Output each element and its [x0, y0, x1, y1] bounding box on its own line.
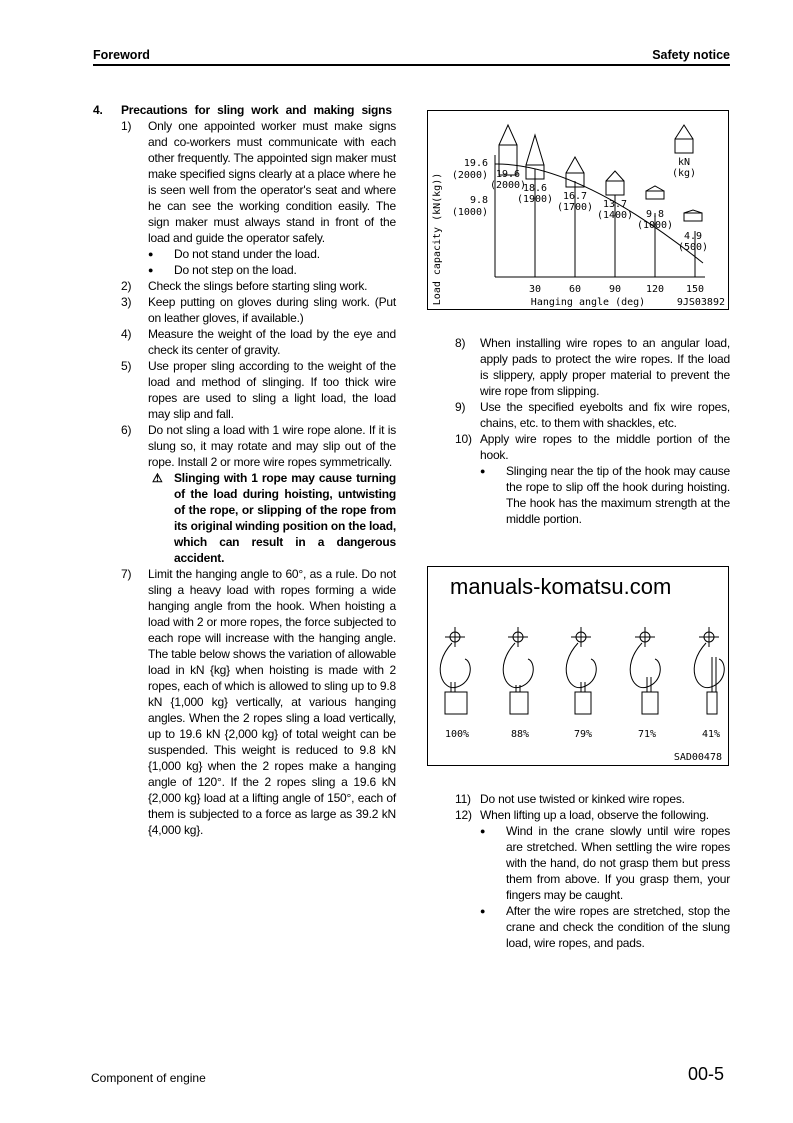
load-box-icon: [445, 692, 467, 714]
item-number: 6): [121, 423, 132, 437]
item-number: 4): [121, 327, 132, 341]
sling-icon: [566, 157, 584, 173]
left-column: [93, 102, 396, 838]
item-body: [148, 278, 396, 294]
item-text: Only one appointed worker must make signs and co-workers must communicate with each other frequently. The appointed sign maker must make specified signs clearly at a place where he is seen well from the operator's seat and where he can see the working condition easily. The sign maker must always stand in front of the load and guide the operator safely.: [148, 119, 396, 245]
bullet-icon: ●: [480, 906, 486, 916]
point-kg-label: (1400): [596, 210, 634, 221]
point-kn-label: 16.7: [562, 191, 588, 202]
warning-text: Slinging with 1 rope may cause turning of the load during hoisting, untwisting of the rope, or slipping of the rope from its original winding position on the load, which can result in a dangerous accident.: [174, 471, 396, 565]
x-tick-label: 90: [608, 284, 622, 295]
bullet-text: Wind in the crane slowly until wire ropes are stretched. When settling the wire ropes with the hand, do not grasp them but press them from above. If you grasp them, your fingers may be caught.: [506, 824, 730, 902]
point-kn-label: 19.6: [495, 169, 521, 180]
item-text: When installing wire ropes to an angular load, apply pads to protect the wire ropes. If the load is slippery, apply proper material to prevent the wire rope from slipping.: [480, 336, 730, 398]
legend-unit-kg: (kg): [671, 168, 697, 179]
x-tick-label: 150: [685, 284, 705, 295]
item-body: [480, 399, 730, 431]
sling-icon: [606, 171, 624, 181]
item-text: Limit the hanging angle to 60°, as a rule. Do not sling a heavy load with ropes forming a wide hanging angle from the hook. When hoisting a load with 2 or more ropes, the force subjected to each rope will increase with the hanging angle. The table below shows the variation of allowable load in kN {kg} when hoisting is made with 2 ropes, each of which is allowed to sling up to 9.8 kN {1,000 kg} vertically, at various hanging angles. When the 2 ropes sling a load vertically, up to 19.6 kN {2,000 kg} of total weight can be suspended. This weight is reduced to 9.8 kN {1,000 kg} when the 2 ropes make a hanging angle of 120°. If the 2 ropes sling a 19.6 kN {2,000 kg} load at a lifting angle of 150°, each of them is subjected to a force as large as 39.2 kN {4,000 kg}.: [148, 567, 396, 837]
x-tick-label: 30: [528, 284, 542, 295]
point-kn-label: 13.7: [602, 199, 628, 210]
right-column-bottom: [455, 791, 730, 951]
item-body: [480, 807, 730, 951]
point-kn-label: 18.6: [522, 183, 548, 194]
item-number: 7): [121, 567, 132, 581]
figure-code: SAD00478: [673, 752, 722, 763]
load-box-icon: [642, 692, 658, 714]
point-kn-label: 9.8: [645, 209, 665, 220]
legend-unit-kn: kN: [677, 157, 691, 168]
load-box-icon: [510, 692, 528, 714]
item-text: Check the slings before starting sling work.: [148, 279, 368, 293]
y-tick-label-kg: (2000): [451, 170, 488, 181]
item-text: Keep putting on gloves during sling work. (Put on leather gloves, if available.): [148, 295, 396, 325]
item-number: 8): [455, 336, 466, 350]
bullet-icon: ●: [480, 826, 486, 836]
list-item: [121, 422, 396, 566]
bullet-icon: ●: [148, 249, 154, 259]
x-tick-label: 60: [568, 284, 582, 295]
bullet-text: After the wire ropes are stretched, stop the crane and check the condition of the slung load, wire ropes, and pads.: [506, 904, 730, 950]
legend-box-icon: [675, 139, 693, 153]
header-left: Foreword: [93, 48, 150, 62]
item-body: [148, 422, 396, 566]
hook-icon: [566, 627, 596, 688]
point-kn-label: 4.9: [683, 231, 703, 242]
efficiency-label: 100%: [444, 729, 470, 740]
figure-code: 9JS03892: [676, 297, 725, 308]
y-tick-label: 9.8: [469, 195, 488, 206]
section-title: Precautions for sling work and making signs: [121, 103, 392, 117]
efficiency-label: 41%: [701, 729, 721, 740]
item-number: 10): [455, 432, 472, 446]
list-item: [121, 326, 396, 358]
bullet-item: [480, 463, 730, 527]
item-body: [148, 294, 396, 326]
bullet-icon: ●: [480, 466, 486, 476]
bullet-text: Do not step on the load.: [174, 263, 297, 277]
section-heading: [93, 102, 396, 118]
list-item: [455, 431, 730, 527]
list-item: [121, 294, 396, 326]
list-item: [121, 358, 396, 422]
warning-triangle-icon: ⚠: [152, 471, 163, 485]
list-item: [455, 399, 730, 431]
item-body: [148, 566, 396, 838]
load-capacity-figure: [427, 110, 729, 310]
load-box-icon: [606, 181, 624, 195]
bullet-item: [480, 823, 730, 903]
page-number: 00-5: [688, 1064, 725, 1084]
warning-note: [152, 470, 396, 566]
item-number: 9): [455, 400, 466, 414]
efficiency-label: 79%: [573, 729, 593, 740]
bullet-item: [148, 262, 396, 278]
item-body: [480, 335, 730, 399]
item-body: [148, 358, 396, 422]
item-body: [148, 118, 396, 278]
item-text: Use the specified eyebolts and fix wire ropes, chains, etc. to them with shackles, etc.: [480, 400, 730, 430]
point-kg-label: (1000): [636, 220, 674, 231]
footer-title: Component of engine: [91, 1071, 206, 1085]
header-right: Safety notice: [652, 48, 730, 62]
item-body: [480, 791, 730, 807]
item-number: 3): [121, 295, 132, 309]
point-kg-label: (2000): [489, 180, 527, 191]
watermark: manuals-komatsu.com: [450, 574, 672, 599]
efficiency-label: 88%: [510, 729, 530, 740]
load-capacity-chart: [428, 111, 728, 309]
hook-icon: [694, 627, 724, 688]
hook-icon: [630, 627, 660, 688]
hook-icon: [503, 627, 533, 688]
sling-icon: [526, 135, 544, 165]
item-text: Do not use twisted or kinked wire ropes.: [480, 792, 685, 806]
sling-icon: [499, 125, 517, 145]
list-item: [121, 118, 396, 278]
point-kg-label: (1700): [556, 202, 594, 213]
list-item: [455, 335, 730, 399]
item-text: Apply wire ropes to the middle portion of the hook.: [480, 432, 730, 462]
legend-sling-icon: [675, 125, 693, 139]
load-box-icon: [684, 213, 702, 221]
bullet-text: Do not stand under the load.: [174, 247, 320, 261]
bullet-item: [148, 246, 396, 262]
x-axis-label: Hanging angle (deg): [530, 297, 646, 308]
item-number: 5): [121, 359, 132, 373]
item-number: 11): [455, 792, 471, 806]
x-tick-label: 120: [645, 284, 665, 295]
load-box-icon: [707, 692, 717, 714]
item-body: [148, 326, 396, 358]
efficiency-label: 71%: [637, 729, 657, 740]
item-text: Measure the weight of the load by the eye and check its center of gravity.: [148, 327, 396, 357]
bullet-item: [480, 903, 730, 951]
y-axis-label: Load capacity (kN(kg)): [432, 172, 443, 306]
load-box-icon: [646, 191, 664, 199]
item-text: When lifting up a load, observe the following.: [480, 808, 709, 822]
item-body: [480, 431, 730, 527]
point-kg-label: (500): [677, 242, 709, 253]
header-rule: [93, 64, 730, 66]
list-item: [455, 791, 730, 807]
load-box-icon: [575, 692, 591, 714]
y-tick-label-kg: (1000): [451, 207, 488, 218]
point-kg-label: (1900): [516, 194, 554, 205]
item-text: Use proper sling according to the weight of the load and method of slinging. If too thick wire ropes are used to sling a light load, the load may slip and fall.: [148, 359, 396, 421]
list-item: [121, 278, 396, 294]
list-item: [121, 566, 396, 838]
bullet-text: Slinging near the tip of the hook may cause the rope to slip off the hook during hoisting. The hook has the maximum strength at the middle portion.: [506, 464, 730, 526]
section-number: 4.: [93, 103, 103, 117]
list-item: [455, 807, 730, 951]
item-number: 1): [121, 119, 132, 133]
hook-icon: [440, 627, 470, 688]
item-number: 12): [455, 808, 472, 822]
bullet-icon: ●: [148, 265, 154, 275]
item-text: Do not sling a load with 1 wire rope alone. If it is slung so, it may rotate and may slip out of the rope. Install 2 or more wire ropes symmetrically.: [148, 423, 396, 469]
sling-icon: [646, 186, 664, 191]
y-tick-label: 19.6: [463, 158, 488, 169]
right-column-top: [455, 335, 730, 527]
item-number: 2): [121, 279, 132, 293]
